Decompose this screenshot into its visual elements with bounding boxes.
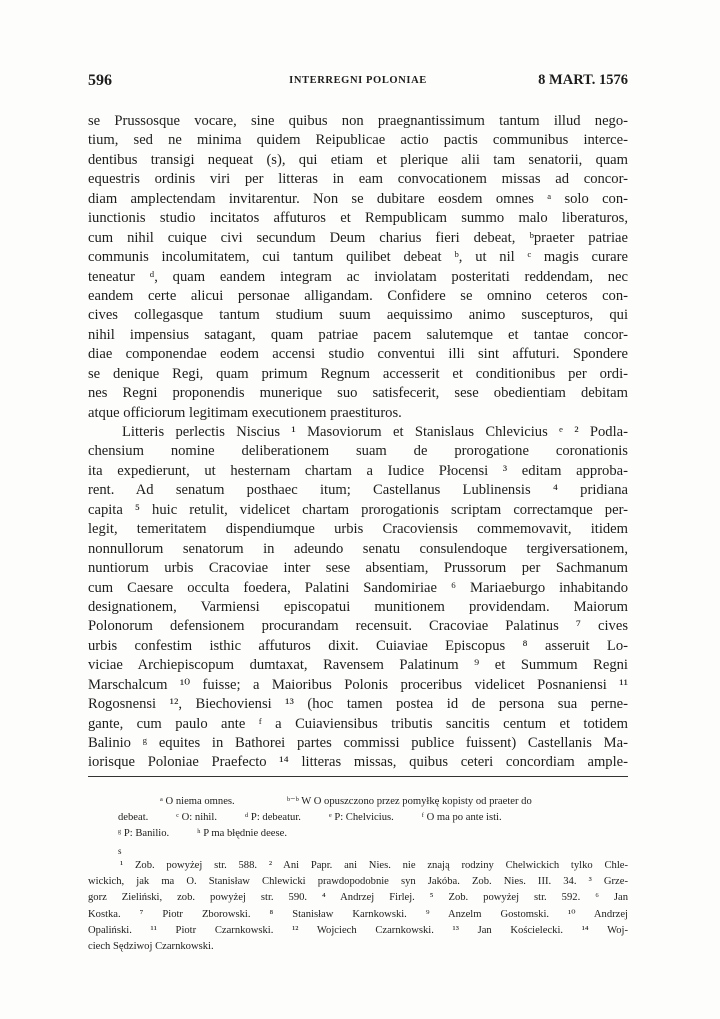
- text-line: eandem certe alicui personae alligandam. Confidere se omnino ceteros con-: [88, 287, 628, 304]
- source-note-line: wickich, jak ma O. Stanisław Chlewicki prawdopodobnie syn Jakóba. Zob. Nies. III. 34. ³ Grze-: [88, 876, 628, 888]
- note-row: [118, 810, 628, 826]
- note: ᵃ O niema omnes.: [160, 796, 235, 807]
- note: debeat.: [118, 812, 149, 823]
- text-line: dentibus transigi nequeat (s), qui etiam et plerique alii tam senatorii, quam: [88, 151, 628, 168]
- text-line: designationem, Varmiensi episcopatui munitionem providendam. Maiorum: [88, 598, 628, 615]
- text-line: nihil impensius satagant, quam patriae pacem salutemque et tantae concor-: [88, 326, 628, 343]
- text-line: Rogosnensi ¹², Biechoviensi ¹³ (hoc tamen postea id de persona sua perne-: [88, 696, 628, 713]
- text-line: capita ⁵ huic retulit, videlicet chartam prorogationis scriptam correctamque per-: [88, 501, 628, 518]
- text-line: iunctionis studio incitatos affuturos et Rempublicam summo malo liberaturos,: [88, 210, 628, 227]
- source-note-line: Opaliński. ¹¹ Piotr Czarnkowski. ¹² Wojciech Czarnkowski. ¹³ Jan Kościelecki. ¹⁴ Woj-: [88, 924, 628, 936]
- text-line: communis incolumitatem, cui tantum quilibet debeat ᵇ, ut nil ᶜ magis curare: [88, 249, 628, 266]
- text-line: diae componendae eodem accensi studio conventui illi sint affuturi. Spondere: [88, 346, 628, 363]
- note: ʰ P ma błędnie deese.: [197, 828, 287, 839]
- running-title: INTERREGNI POLONIAE: [289, 75, 427, 86]
- source-note-line: ciech Sędziwoj Czarnkowski.: [88, 941, 214, 953]
- text-line: Marschalcum ¹⁰ fuisse; a Maioribus Polonis proceribus videlicet Posnaniensi ¹¹: [88, 676, 628, 693]
- source-note-line: gorz Zieliński, zob. powyżej str. 590. ⁴ Andrzej Firlej. ⁵ Zob. powyżej str. 592. ⁶ Jan: [88, 892, 628, 904]
- text-line: cives collegasque tantum studium suum aequissimo animo suscepturos, qui: [88, 307, 628, 324]
- source-note-line: ¹ Zob. powyżej str. 588. ² Ani Papr. ani Nies. nie znają rodziny Chelwickich tylko Chle-: [120, 860, 628, 871]
- text-line: Polonorum defensionem procurandam recensuit. Cracoviae Palatinus ⁷ cives: [88, 618, 628, 635]
- text-line: cum Caesare occulta foedera, Palatini Sandomiriae ⁶ Mariaeburgo inhabitando: [88, 579, 628, 596]
- text-line: atque officiorum legitimam executionem praestituros.: [88, 404, 402, 421]
- textual-notes: [118, 794, 628, 842]
- note: ᵉ P: Chelvicius.: [328, 812, 394, 823]
- note: ᶠ O ma po ante isti.: [421, 812, 502, 823]
- note-marker: s: [118, 846, 122, 856]
- note: ᶜ O: nihil.: [176, 812, 217, 823]
- text-line: chensium nomine deliberationem suam de prorogatione coronationis: [88, 443, 628, 460]
- note: ᵇ⁻ᵇ W O opuszczono przez pomyłkę kopisty od praeter do: [286, 796, 532, 807]
- text-line: Litteris perlectis Niscius ¹ Masoviorum et Stanislaus Chlevicius ᵉ ² Podla-: [122, 424, 628, 440]
- text-line: equestris ordinis viri per litteras in eam convocationem missas ad concor-: [88, 171, 628, 188]
- text-line: tium, sed ne minima quidem Reipublicae actio pactis communibus interce-: [88, 132, 628, 149]
- text-line: teneatur ᵈ, quam eandem integram ac inviolatam posteritati reddendam, nec: [88, 268, 628, 285]
- text-line: iorisque Poloniae Praefecto ¹⁴ litteras missas, quibus ceteri concordiam ample-: [88, 754, 628, 771]
- text-line: ita expedierunt, ut hesternam chartam a Iudice Płocensi ³ editam approba-: [88, 462, 628, 479]
- text-line: nonnullorum senatorum in adeundo senatu consulendoque tergiversationem,: [88, 540, 628, 557]
- note: ᵈ P: debeatur.: [244, 812, 301, 823]
- source-note-line: Kostka. ⁷ Piotr Zborowski. ⁸ Stanisław Karnkowski. ⁹ Anzelm Gostomski. ¹⁰ Andrzej: [88, 908, 628, 920]
- text-line: Balinio ᵍ equites in Bathorei partes commissi publice fuissent) Castellanis Ma-: [88, 735, 628, 751]
- note-row: [118, 826, 628, 842]
- text-line: nuntiorum urbis Cracoviae inter sese absentiam, Prussorum per Sachmanum: [88, 560, 628, 577]
- text-line: legit, temeritatem dispendiumque urbis Cracoviensis commemovavit, itidem: [88, 521, 628, 538]
- running-header: [88, 72, 628, 94]
- text-line: diam amplectendam invitarentur. Non se dubitare eosdem omnes ᵃ solo con-: [88, 190, 628, 207]
- main-text: [88, 112, 628, 773]
- text-line: rent. Ad senatum posthaec itum; Castellanus Lublinensis ⁴ pridiana: [88, 482, 628, 499]
- page-number: 596: [88, 72, 112, 89]
- text-line: se Prussosque vocare, sine quibus non praegnantissimum tantum illud nego-: [88, 113, 628, 129]
- footnote-divider: [88, 776, 628, 777]
- note: ᵍ P: Banilio.: [118, 828, 170, 839]
- text-line: nes Regni proponendis munerique suo satisfecerit, sese obedientiam debitam: [88, 385, 628, 402]
- text-line: gante, cum paulo ante ᶠ a Cuiaviensibus tributis sancitis centum et totidem: [88, 715, 628, 732]
- source-notes: [88, 858, 628, 955]
- note-row: [118, 794, 628, 810]
- text-line: urbis confestim isthic affuturos dixit. Cuiaviae Episcopus ⁸ asseruit Lo-: [88, 637, 628, 654]
- text-line: se denique Regi, quam primum Regnum accesserit et conditionibus per ordi-: [88, 365, 628, 382]
- text-line: cum nihil cuique civi secundum Deum charius fieri debeat, ᵇpraeter patriae: [88, 229, 628, 246]
- text-line: viciae Archiepiscopum dumtaxat, Ravensem Palatinum ⁹ et Summum Regni: [88, 657, 628, 674]
- header-date: 8 MART. 1576: [538, 72, 628, 88]
